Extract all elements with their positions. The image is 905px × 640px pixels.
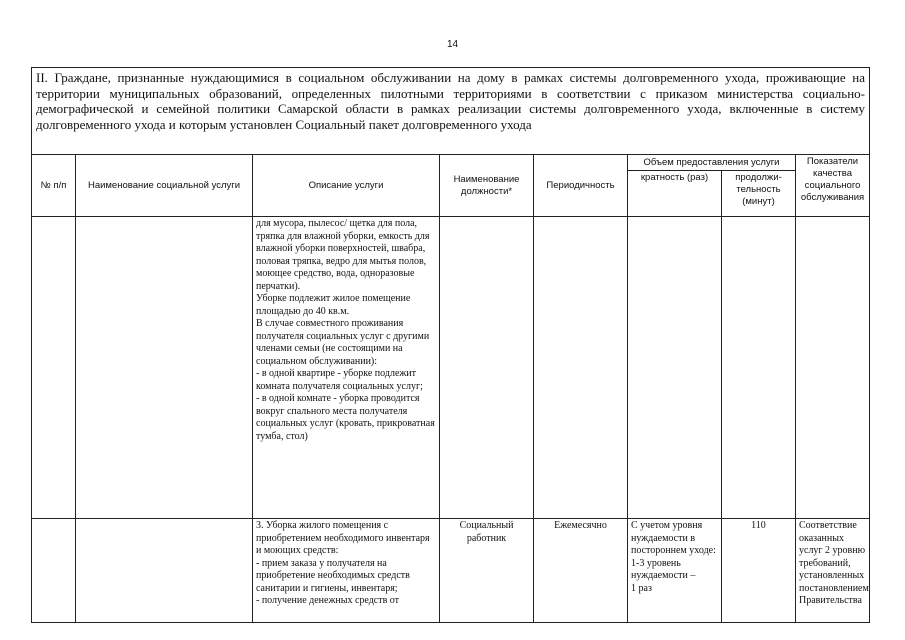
cell-description: 3. Уборка жилого помещения с приобретением необходимого инвентаря и моющих средств: - прием заказа у получателя на приобретение необходимых средств санитарии и гигиены, инвентаря; - получение денежных средств от	[253, 519, 440, 623]
header-frequency: кратность (раз)	[628, 171, 722, 217]
cell-num	[32, 519, 76, 623]
cell-frequency: С учетом уровня нуждаемости в постороннем уходе: 1-3 уровень нуждаемости – 1 раз	[628, 519, 722, 623]
header-service-name: Наименование социальной услуги	[76, 155, 253, 217]
section-title: II. Граждане, признанные нуждающимися в социальном обслуживании на дому в рамках системы долговременного ухода, проживающие на территории муниципальных образований, определенных пилотными территориями в соответствии с приказом министерства социально-демографической и семейной политики Самарской области в рамках реализации системы долговременного ухода, включенные в систему долговременного ухода и которым установлен Социальный пакет долговременного ухода	[32, 68, 870, 155]
cell-description: для мусора, пылесос/ щетка для пола, тряпка для влажной уборки, емкость для влажной уборки поверхностей, швабра, половая тряпка, ведро для мытья полов, моющее средство, вода, одноразовые перчатки). Уборке подлежит жилое помещение площадью до 40 кв.м. В случае совместного проживания получателя социальных услуг с другими членами семьи (не состоящими на социальном обслуживании): - в одной квартире - уборке подлежит комната получателя социальных услуг; - в одной комнате - уборка проводится вокруг спального места получателя социальных услуг (кровать, прикроватная тумба, стол)	[253, 217, 440, 519]
cell-num	[32, 217, 76, 519]
cell-service-name	[76, 519, 253, 623]
cell-duration: 110	[722, 519, 796, 623]
header-volume: Объем предоставления услуги	[628, 155, 796, 171]
services-table	[31, 67, 870, 623]
cell-position: Социальный работник	[440, 519, 534, 623]
cell-service-name	[76, 217, 253, 519]
header-description: Описание услуги	[253, 155, 440, 217]
header-duration: продолжи-тельность (минут)	[722, 171, 796, 217]
table-row	[32, 519, 870, 623]
cell-periodicity	[534, 217, 628, 519]
cell-periodicity: Ежемесячно	[534, 519, 628, 623]
cell-frequency	[628, 217, 722, 519]
page-number: 14	[446, 39, 459, 50]
section-title-row	[32, 68, 870, 155]
header-num: № п/п	[32, 155, 76, 217]
header-position: Наименование должности*	[440, 155, 534, 217]
cell-duration	[722, 217, 796, 519]
header-row	[32, 155, 870, 171]
header-quality: Показатели качества социального обслуживания	[796, 155, 870, 217]
cell-position	[440, 217, 534, 519]
cell-quality	[796, 217, 870, 519]
table-row	[32, 217, 870, 519]
cell-quality: Соответствие оказанных услуг 2 уровню требований, установленных постановлением Правительства	[796, 519, 870, 623]
header-periodicity: Периодичность	[534, 155, 628, 217]
